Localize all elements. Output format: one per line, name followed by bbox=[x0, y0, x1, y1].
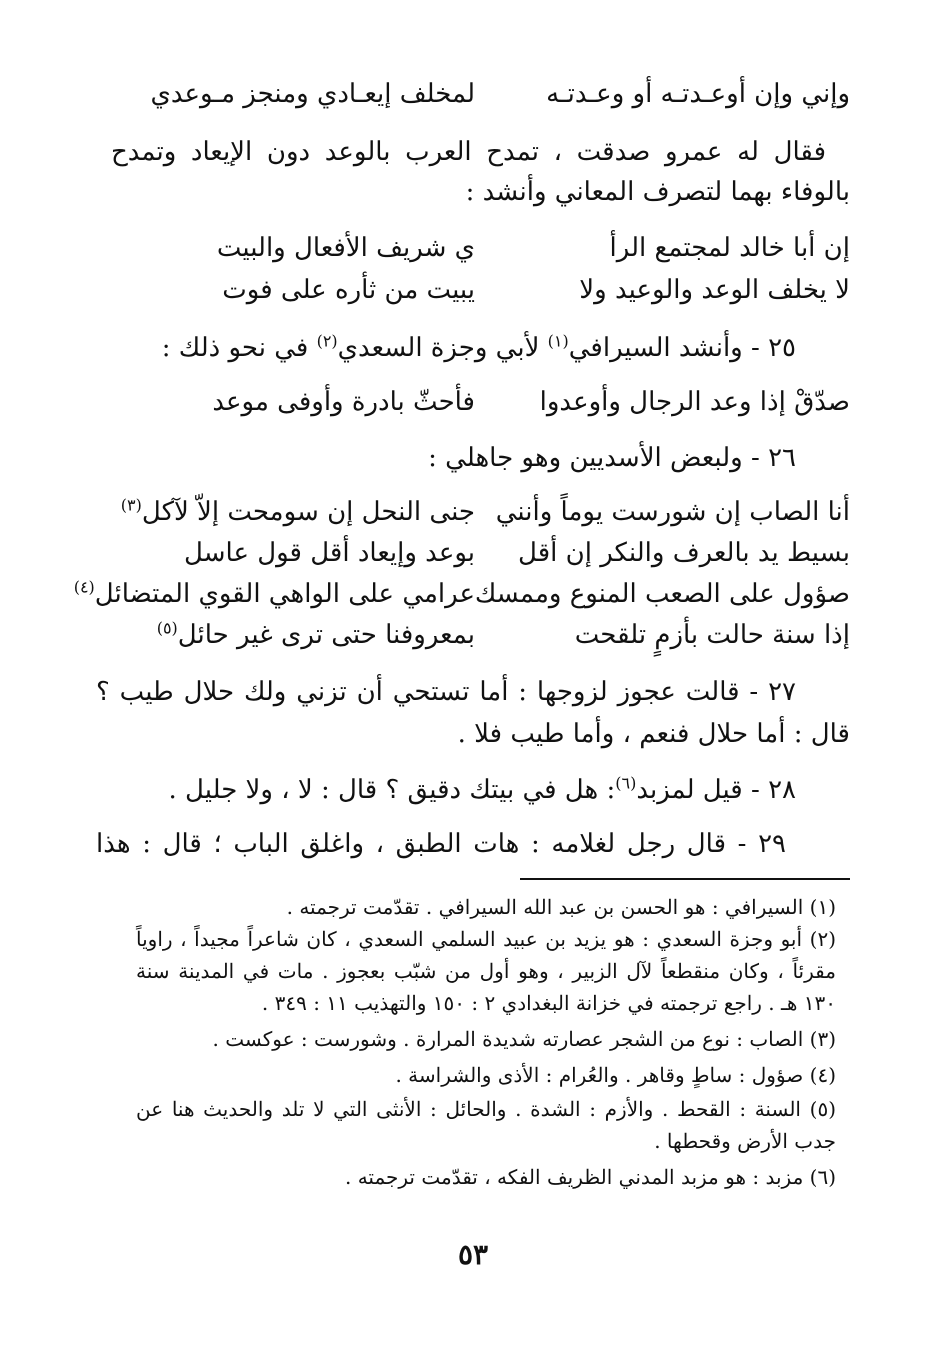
numbered-item: ٢٦ - ولبعض الأسديين وهو جاهلي : bbox=[428, 443, 796, 473]
verse-second-hemistich: يبيت من ثأره على فوت bbox=[222, 275, 475, 305]
verse-line bbox=[90, 533, 850, 573]
footnote-ref: (٢) bbox=[316, 331, 338, 351]
verse-second-hemistich: ي شريف الأفعال والبيت bbox=[216, 233, 475, 263]
footnote-ref: (٣) bbox=[120, 495, 142, 515]
verse-second-hemistich bbox=[157, 615, 475, 655]
verse-line bbox=[73, 574, 850, 614]
item-text: ٢٨ - قيل لمزبد bbox=[636, 775, 796, 805]
footnote: (٥) السنة : القحط . والأزم : الشدة . والحائل : الأنثى التي لا تلد والحديث هنا عن bbox=[136, 1097, 836, 1121]
hemistich-text: عرامي على الواهي القوي المتضائل bbox=[94, 579, 475, 609]
verse-line bbox=[90, 615, 850, 655]
verse-first-hemistich: إذا سنة حالت بأزمٍ تلقحت bbox=[574, 620, 850, 650]
verse-line bbox=[90, 492, 850, 532]
footnote-continuation: جدب الأرض وقحطها . bbox=[654, 1129, 836, 1153]
verse-line bbox=[90, 382, 850, 422]
verse-second-hemistich: لمخلف إيعـادي ومنجز مـوعدي bbox=[150, 79, 475, 109]
footnote-divider bbox=[520, 878, 850, 880]
hemistich-text: بوعد وإيعاد أقل قول عاسل bbox=[184, 538, 475, 568]
page-number: ٥٣ bbox=[457, 1238, 489, 1271]
numbered-item: ٢٧ - قالت عجوز لزوجها : أما تستحي أن تزني ولك حلال طيب ؟ bbox=[96, 677, 796, 707]
prose-line: قال : أما حلال فنعم ، وأما طيب فلا . bbox=[457, 719, 850, 749]
footnote-ref: (٥) bbox=[156, 618, 178, 638]
footnote: (٢) أبو وجزة السعدي : هو يزيد بن عبيد السلمي السعدي ، كان شاعراً مجيداً ، راوياً bbox=[136, 927, 836, 951]
numbered-item bbox=[36, 328, 796, 368]
prose-line: بالوفاء بهما لتصرف المعاني وأنشد : bbox=[465, 177, 850, 207]
footnote-ref: (٦) bbox=[615, 773, 637, 793]
verse-first-hemistich: أنا الصاب إن شورست يوماً وأنني bbox=[495, 497, 850, 527]
footnote: (٤) صؤول : ساطٍ وقاهر . والعُرام : الأذى والشراسة . bbox=[395, 1063, 836, 1087]
numbered-item bbox=[36, 770, 796, 810]
verse-first-hemistich: وإني وإن أوعـدتـه أو وعـدتـه bbox=[546, 79, 850, 109]
item-text: ٢٥ - وأنشد السيرافي bbox=[568, 333, 796, 363]
item-text: لأبي وجزة السعدي bbox=[337, 333, 548, 363]
footnote-ref: (١) bbox=[547, 331, 569, 351]
prose-line: فقال له عمرو صدقت ، تمدح العرب بالوعد دون الإيعاد وتمدح bbox=[111, 137, 826, 167]
verse-second-hemistich bbox=[74, 574, 475, 614]
verse-second-hemistich bbox=[121, 492, 475, 532]
verse-second-hemistich bbox=[184, 533, 475, 573]
footnote: (٣) الصاب : نوع من الشجر عصارته شديدة المرارة . وشورست : عوكست . bbox=[212, 1027, 836, 1051]
hemistich-text: بمعروفنا حتى ترى غير حائل bbox=[177, 620, 475, 650]
footnote-continuation: مقرئاً ، وكان منقطعاً لآل الزبير ، وهو أول من شبّب بعجوز . مات في المدينة سنة bbox=[136, 959, 836, 983]
footnote-ref: (٤) bbox=[73, 577, 95, 597]
item-text: في نحو ذلك : bbox=[161, 333, 317, 363]
verse-line bbox=[90, 270, 850, 310]
hemistich-text: جنى النحل إن سومحت إلاّ لآكل bbox=[141, 497, 475, 527]
verse-first-hemistich: صدّقْ إذا وعد الرجال وأوعدوا bbox=[539, 387, 850, 417]
verse-line bbox=[90, 228, 850, 268]
footnote-continuation: ١٣٠ هـ . راجع ترجمته في خزانة البغدادي ٢ : ١٥٠ والتهذيب ١١ : ٣٤٩ . bbox=[261, 991, 836, 1015]
verse-first-hemistich: بسيط يد بالعرف والنكر إن أقل bbox=[518, 538, 850, 568]
numbered-item: ٢٩ - قال رجل لغلامه : هات الطبق ، واغلق الباب ؛ قال : هذا bbox=[96, 829, 786, 859]
footnote: (٦) مزبد : هو مزبد المدني الظريف الفكه ، تقدّمت ترجمته . bbox=[344, 1165, 836, 1189]
verse-first-hemistich: صؤول على الصعب المنوع وممسك bbox=[474, 579, 850, 609]
footnote: (١) السيرافي : هو الحسن بن عبد الله السيرافي . تقدّمت ترجمته . bbox=[286, 895, 836, 919]
verse-second-hemistich: فأحثّ بادرة وأوفى موعد bbox=[212, 387, 475, 417]
verse-first-hemistich: لا يخلف الوعد والوعيد ولا bbox=[579, 275, 850, 305]
verse-line bbox=[90, 74, 850, 114]
verse-first-hemistich: إن أبا خالد لمجتمع الرأ bbox=[609, 233, 850, 263]
item-text: : هل في بيتك دقيق ؟ قال : لا ، ولا جليل . bbox=[168, 775, 616, 805]
